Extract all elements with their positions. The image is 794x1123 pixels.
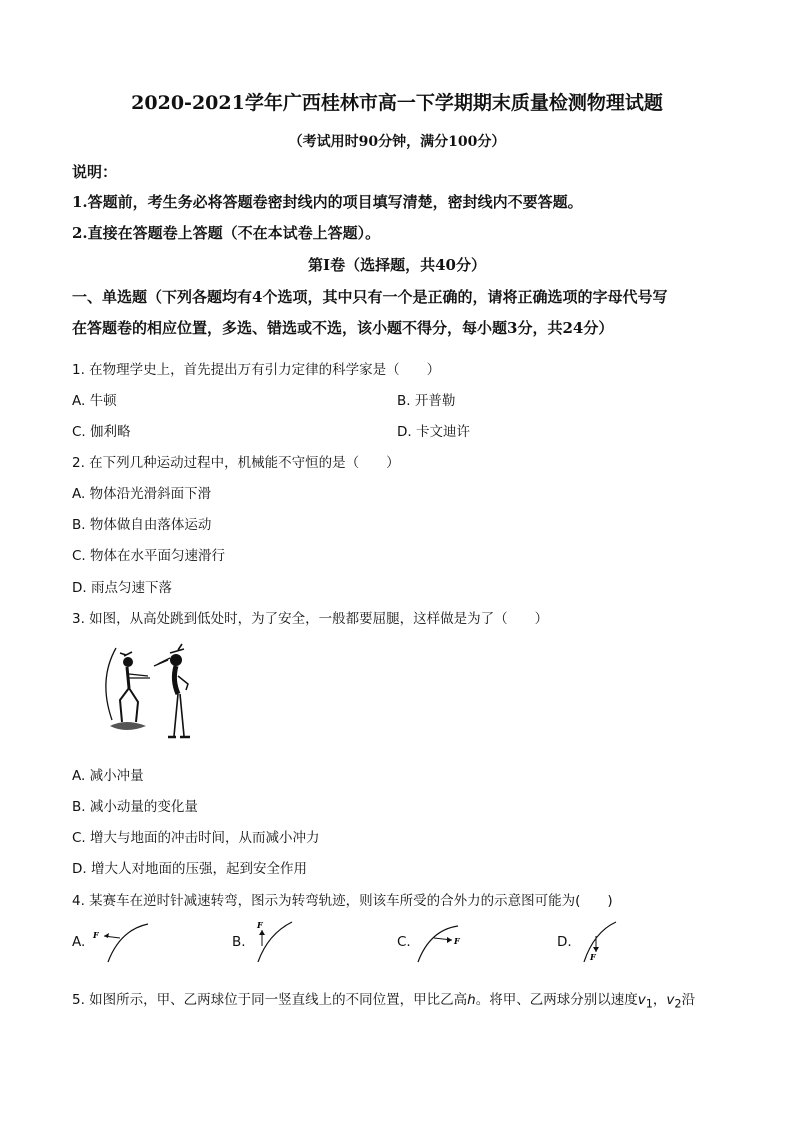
separator: ， xyxy=(652,992,667,1008)
question-4-option-b: B. xyxy=(232,934,246,950)
question-3-option-d: D. 增大人对地面的压强，起到安全作用 xyxy=(72,861,307,877)
question-4-option-c: C. xyxy=(397,934,411,950)
note-item: 1.答题前，考生务必将答题卷密封线内的项目填写清楚，密封线内不要答题。 xyxy=(72,193,583,211)
jumping-figures-illustration xyxy=(96,640,206,750)
question-3-option-a: A. 减小冲量 xyxy=(72,768,144,784)
variable-v1: v xyxy=(637,992,646,1008)
question-4-option-d: D. xyxy=(557,934,572,950)
question-2-option-a: A. 物体沿光滑斜面下滑 xyxy=(72,486,212,502)
section-instruction-line2: 在答题卷的相应位置，多选、错选或不选，该小题不得分，每小题3分，共24分） xyxy=(72,319,614,337)
page-title: 2020-2021学年广西桂林市高一下学期期末质量检测物理试题 xyxy=(131,92,663,114)
question-5-stem-part1: 5. 如图所示，甲、乙两球位于同一竖直线上的不同位置，甲比乙高 xyxy=(72,992,468,1008)
question-1-stem: 1. 在物理学史上，首先提出万有引力定律的科学家是（ ） xyxy=(72,362,441,378)
question-1-option-b: B. 开普勒 xyxy=(397,393,456,409)
option-d-force-diagram xyxy=(576,918,636,962)
force-label: F xyxy=(454,936,460,946)
option-a-force-diagram xyxy=(90,920,150,964)
notes-label: 说明： xyxy=(72,163,118,181)
question-4-stem: 4. 某赛车在逆时针减速转弯，图示为转弯轨迹，则该车所受的合外力的示意图可能为( ) xyxy=(72,893,613,909)
option-c-force-diagram xyxy=(414,920,474,964)
variable-h: h xyxy=(467,992,476,1008)
question-2-stem: 2. 在下列几种运动过程中，机械能不守恒的是（ ） xyxy=(72,455,400,471)
question-2-option-b: B. 物体做自由落体运动 xyxy=(72,517,212,533)
part-heading: 第I卷（选择题，共40分） xyxy=(308,256,486,274)
question-5-stem-part3: 沿 xyxy=(681,992,696,1008)
question-3-option-c: C. 增大与地面的冲击时间，从而减小冲力 xyxy=(72,830,320,846)
question-4-option-a: A. xyxy=(72,934,86,950)
note-item: 2.直接在答题卷上答题（不在本试卷上答题）。 xyxy=(72,224,381,242)
question-5-stem xyxy=(72,988,695,1011)
question-2-option-c: C. 物体在水平面匀速滑行 xyxy=(72,548,226,564)
subscript-1: 1 xyxy=(645,997,653,1011)
question-1-option-a: A. 牛顿 xyxy=(72,393,117,409)
question-1-option-c: C. 伽利略 xyxy=(72,424,131,440)
section-instruction-line1: 一、单选题（下列各题均有4个选项，其中只有一个是正确的，请将正确选项的字母代号写 xyxy=(72,288,668,306)
force-label: F xyxy=(93,930,99,940)
question-2-option-d: D. 雨点匀速下落 xyxy=(72,580,172,596)
variable-v2: v xyxy=(666,992,675,1008)
question-3-option-b: B. 减小动量的变化量 xyxy=(72,799,198,815)
force-label: F xyxy=(590,952,596,962)
question-3-stem: 3. 如图，从高处跳到低处时，为了安全，一般都要屈腿，这样做是为了（ ） xyxy=(72,611,549,627)
force-label: F xyxy=(257,920,263,930)
exam-info: （考试用时90分钟，满分100分） xyxy=(288,134,506,150)
question-1-option-d: D. 卡文迪许 xyxy=(397,424,470,440)
subscript-2: 2 xyxy=(674,997,682,1011)
option-b-force-diagram xyxy=(252,918,312,962)
question-5-stem-part2: 。将甲、乙两球分别以速度 xyxy=(475,992,638,1008)
